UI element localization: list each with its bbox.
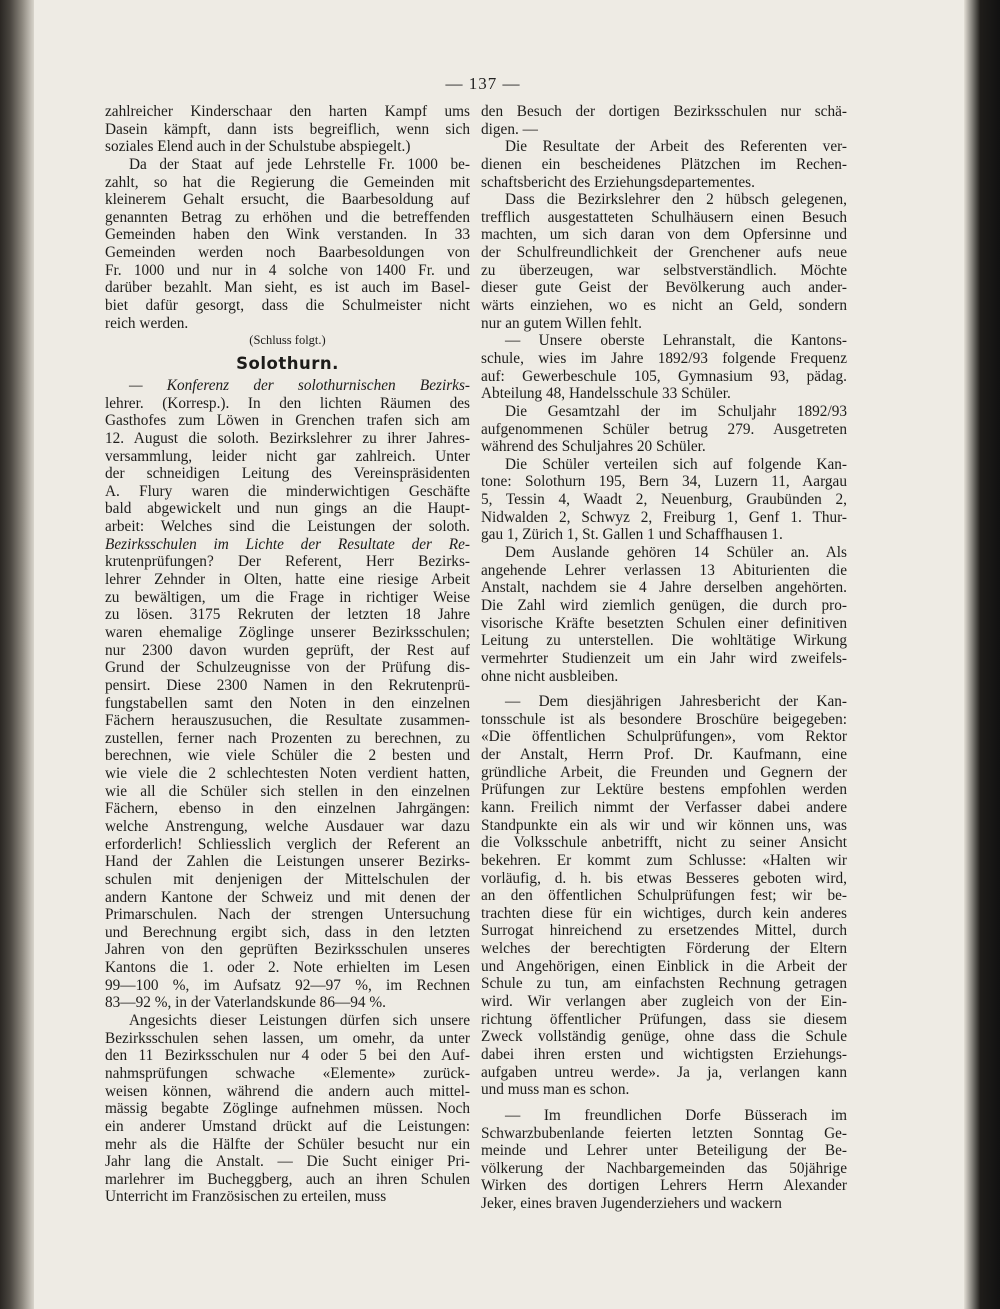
text-line: schulen mit denjenigen der Mittelschulen der bbox=[105, 870, 470, 888]
text-line: Da der Staat auf jede Lehrstelle Fr. 1000 be- bbox=[129, 155, 470, 173]
text-line: soziales Elend auch in der Schulstube abspiegelt.) bbox=[105, 138, 411, 156]
text-line: berechnen, wie viele Schüler die 2 besten und bbox=[105, 747, 470, 765]
text-line: meinde und Lehrer unter Beteiligung der Be- bbox=[481, 1142, 847, 1160]
continuation-note: (Schluss folgt.) bbox=[249, 333, 326, 348]
text-line: zahlreicher Kinderschaar den harten Kampf ums bbox=[105, 103, 470, 120]
text-line: und Berechnung ergibt sich, dass in den letzten bbox=[105, 923, 470, 941]
paragraph-gap bbox=[481, 685, 847, 693]
text-line: 99—100 %, im Aufsatz 92—97 %, im Rechnen bbox=[105, 976, 470, 994]
text-line: andern Kantone der Schweiz und mit denen der bbox=[105, 888, 470, 906]
text-line: wird. Wir verlangen aber zugleich von der Ein- bbox=[481, 993, 847, 1011]
text-line: wie viele die 2 schlechtesten Noten verdient hatten, bbox=[105, 765, 470, 783]
text-line: wie all die Schüler sich stellen in den einzelnen bbox=[105, 782, 470, 800]
text-line: vorläufig, d. h. bis etwas Besseres geboten wird, bbox=[481, 869, 847, 887]
text-line: dieser gute Geist der Bevölkerung auch ander- bbox=[481, 279, 847, 297]
text-line: Schwarzbubenlande feierten letzten Sonntag Ge- bbox=[481, 1124, 847, 1142]
text-line: nur 2300 davon wurden geprüft, der Rest auf bbox=[105, 641, 470, 659]
text-line: fungstabellen samt den Noten in den einzelnen bbox=[105, 694, 470, 712]
text-line: Fächern, ebenso in den einzelnen Jahrgängen: bbox=[105, 800, 470, 818]
text-line: schaftsbericht des Erziehungsdepartementes. bbox=[481, 173, 755, 191]
text-line: Leitung zu unterstellen. Die wohltätige Wirkung bbox=[481, 632, 847, 650]
text-line: erforderlich! Schliesslich verglich der Referent an bbox=[105, 835, 470, 853]
text-line: Die Gesamtzahl der im Schuljahr 1892/93 bbox=[505, 402, 847, 420]
text-line: Jeker, eines braven Jugenderziehers und wackern bbox=[481, 1195, 782, 1213]
text-line: welches der berechtigten Förderung der Eltern bbox=[481, 940, 847, 958]
text-line: völkerung der Nachbargemeinden das 50jährige bbox=[481, 1159, 847, 1177]
text-line: gau 1, Zürich 1, St. Gallen 1 und Schaffhausen 1. bbox=[481, 526, 783, 544]
text-line: kann. Freilich nimmt der Verfasser dabei andere bbox=[481, 798, 847, 816]
text-line: ein anderer Umstand drückt auf die Leistungen: bbox=[105, 1117, 470, 1135]
text-line: waren ehemalige Zöglinge unserer Bezirksschulen; bbox=[105, 623, 470, 641]
text-line: Dass die Bezirkslehrer den 2 hübsch gelegenen, bbox=[505, 191, 847, 209]
text-line: 83—92 %, in der Vaterlandskunde 86—94 %. bbox=[105, 994, 386, 1012]
text-line: zu bewältigen, um die Frage in richtiger Weise bbox=[105, 588, 470, 606]
text-line: arbeit: Welches sind die Leistungen der soloth. bbox=[105, 518, 470, 536]
text-line: Prüfungen zur Lektüre bestens empfohlen werden bbox=[481, 781, 847, 799]
text-line: reich werden. bbox=[105, 314, 189, 332]
text-line: Fr. 1000 und nur in 4 solche von 1400 Fr. und bbox=[105, 261, 470, 279]
text-line: genannten Betrag zu erhöhen und die betreffenden bbox=[105, 208, 470, 226]
text-line: gründliche Arbeit, die Freunden und Gegnern der bbox=[481, 763, 847, 781]
text-line: 5, Tessin 4, Waadt 2, Neuenburg, Graubünden 2, bbox=[481, 491, 847, 509]
book-binding-shadow bbox=[0, 0, 34, 1309]
text-line: Kantons die 1. oder 2. Note erhielten im Lesen bbox=[105, 959, 470, 977]
text-line: bald abgewickelt und nun gings an die Haupt- bbox=[105, 500, 470, 518]
text-line: die Volksschule anbetrifft, nicht zu seiner Ansicht bbox=[481, 834, 847, 852]
text-line: darüber bezahlt. Man sieht, es ist auch im Basel- bbox=[105, 279, 470, 297]
text-line: dabei ihren ersten und wichtigsten Erziehungs- bbox=[481, 1045, 847, 1063]
text-line: der Anstalt, Herrn Prof. Dr. Kaufmann, eine bbox=[481, 746, 847, 764]
text-line: Standpunkte ein als wir und wir können uns, was bbox=[481, 816, 847, 834]
text-line: auf: Gewerbeschule 105, Gymnasium 93, pädag. bbox=[481, 367, 847, 385]
page-number: — 137 — bbox=[445, 74, 521, 93]
text-line: Jahr lang die Anstalt. — Die Sucht einiger Pri- bbox=[105, 1153, 470, 1171]
text-line: Bezirksschulen im Lichte der Resultate der Re- bbox=[105, 535, 470, 553]
text-line: zu überzeugen, war selbstverständlich. Möchte bbox=[481, 261, 847, 279]
text-line: an den öffentlichen Schulprüfungen fest; wir be- bbox=[481, 887, 847, 905]
text-line: und muss man es schon. bbox=[481, 1081, 630, 1099]
text-line: «Die öffentlichen Schulprüfungen», vom Rektor bbox=[481, 728, 847, 746]
text-line: Schule zu tun, am einfachsten Rechnung getragen bbox=[481, 975, 847, 993]
text-line: zu lösen. 3175 Rekruten der letzten 18 Jahre bbox=[105, 606, 470, 624]
section-heading: Solothurn. bbox=[236, 353, 339, 373]
text-line: aufgenommenen Schüler betrug 279. Ausgetreten bbox=[481, 420, 847, 438]
text-line: digen. — bbox=[481, 120, 538, 138]
text-line: marlehrer im Bucheggberg, auch an ihren Schulen bbox=[105, 1170, 470, 1188]
text-line: Wirken des dortigen Lehrers Herrn Alexander bbox=[481, 1177, 847, 1195]
text-line: — Unsere oberste Lehranstalt, die Kantons- bbox=[505, 332, 847, 350]
text-line: Anstalt, nachdem sie 4 Jahre derselben angehörten. bbox=[481, 579, 847, 597]
paragraph-gap bbox=[481, 1099, 847, 1107]
text-line: Grund der Schulzeugnisse von der Prüfung dis- bbox=[105, 659, 470, 677]
text-line: pensirt. Diese 2300 Namen in den Rekrutenprü- bbox=[105, 676, 470, 694]
text-line: den Besuch der dortigen Bezirksschulen nur schä- bbox=[481, 103, 847, 120]
text-line: — Im freundlichen Dorfe Büsserach im bbox=[505, 1106, 847, 1124]
text-line: mässig begabte Zöglinge aufnehmen müssen. Noch bbox=[105, 1100, 470, 1118]
text-line: Unterricht im Französischen zu erteilen, muss bbox=[105, 1188, 387, 1206]
text-line: den 11 Bezirksschulen nur 4 oder 5 bei den Auf- bbox=[105, 1047, 470, 1065]
text-line: weisen können, während die andern auch mittel- bbox=[105, 1082, 470, 1100]
text-line: Hand der Zahlen die Leistungen unserer Bezirks- bbox=[105, 853, 470, 871]
text-line: nahmsprüfungen schwache «Elemente» zurück- bbox=[105, 1064, 470, 1082]
text-line: welche Anstrengung, welche Ausdauer war dazu bbox=[105, 817, 470, 835]
text-line: vermehrter Studienzeit um ein Jahr wird zweifels- bbox=[481, 649, 847, 667]
text-line: Gemeinden haben den Wink verstanden. In 33 bbox=[105, 226, 470, 244]
text-line: schule, wies im Jahre 1892/93 folgende Frequenz bbox=[481, 349, 847, 367]
text-line: Angesichts dieser Leistungen dürfen sich unsere bbox=[129, 1012, 470, 1030]
text-line: machten, um sich daran von dem Opfersinne und bbox=[481, 226, 847, 244]
right-column bbox=[481, 103, 847, 1213]
text-line: bekehren. Er kommt zum Schlusse: «Halten wir bbox=[481, 851, 847, 869]
text-line: aufgaben untreu werde». Ja ja, verlangen kann bbox=[481, 1063, 847, 1081]
text-line: lehrer Zehnder in Olten, hatte eine riesige Arbeit bbox=[105, 571, 470, 589]
text-line: und Angehörigen, einen Einblick in die Arbeit der bbox=[481, 957, 847, 975]
text-line: Die Zahl wird ziemlich genügen, die durch pro- bbox=[481, 596, 847, 614]
text-line: Gemeinden werden noch Baarbesoldungen von bbox=[105, 244, 470, 262]
text-line: Fächern herauszusuchen, die Resultate zusammen- bbox=[105, 712, 470, 730]
text-line: tone: Solothurn 195, Bern 34, Luzern 11, Aargau bbox=[481, 473, 847, 491]
text-line: A. Flury waren die minderwichtigen Geschäfte bbox=[105, 482, 470, 500]
text-line: Gasthofes zum Löwen in Grenchen trafen sich am bbox=[105, 412, 470, 430]
text-line: der schneidigen Leitung des Vereinspräsidenten bbox=[105, 465, 470, 483]
text-line: lehrer. (Korresp.). In den lichten Räumen des bbox=[105, 394, 470, 412]
left-column bbox=[105, 103, 470, 1206]
page-edge-shadow bbox=[964, 0, 1000, 1309]
text-line: trachten diese für ein wichtiges, durch kein anderes bbox=[481, 904, 847, 922]
text-line: biet dafür gesorgt, dass die Schulmeister nicht bbox=[105, 297, 470, 315]
text-line: angehende Lehrer verlassen 13 Abiturienten die bbox=[481, 561, 847, 579]
text-line: Die Schüler verteilen sich auf folgende Kan- bbox=[505, 455, 847, 473]
text-line: visorische Kräfte besetzten Schulen einer definitiven bbox=[481, 614, 847, 632]
text-line: Jahren von den geprüften Bezirksschulen unseres bbox=[105, 941, 470, 959]
text-line: 12. August die soloth. Bezirkslehrer zu ihrer Jahres- bbox=[105, 429, 470, 447]
text-line: wärts einziehen, wo es nicht an Geld, sondern bbox=[481, 297, 847, 315]
text-line: nur an gutem Willen fehlt. bbox=[481, 314, 642, 332]
text-line: trefflich ausgestatteten Schulhäusern einen Besuch bbox=[481, 208, 847, 226]
text-line: während des Schuljahres 20 Schüler. bbox=[481, 438, 706, 456]
text-line: zahlt, so hat die Regierung die Gemeinden mit bbox=[105, 173, 470, 191]
text-line: kleinerem Gehalt ersucht, die Baarbesoldung auf bbox=[105, 191, 470, 209]
text-line: Die Resultate der Arbeit des Referenten ver- bbox=[505, 138, 847, 156]
text-line: Dem Auslande gehören 14 Schüler an. Als bbox=[505, 544, 847, 562]
text-line: dienen ein bescheidenes Plätzchen im Rechen- bbox=[481, 155, 847, 173]
text-line: richtung öffentlicher Prüfungen, dass sie diesem bbox=[481, 1010, 847, 1028]
text-line: — Konferenz der solothurnischen Bezirks- bbox=[129, 376, 470, 394]
text-line: Zweck vollständig genüge, ohne dass die Schule bbox=[481, 1028, 847, 1046]
text-line: Abteilung 48, Handelsschule 33 Schüler. bbox=[481, 385, 731, 403]
text-line: versammlung, leider nicht gar zahlreich. Unter bbox=[105, 447, 470, 465]
text-line: Bezirksschulen sehen lassen, um omehr, da unter bbox=[105, 1029, 470, 1047]
text-line: der Schulfreundlichkeit der Grenchener aufs neue bbox=[481, 244, 847, 262]
text-line: Dasein kämpft, dann ists begreiflich, wenn sich bbox=[105, 120, 470, 138]
text-line: Surrogat hinreichend zu ersetzendes Mittel, durch bbox=[481, 922, 847, 940]
text-line: Primarschulen. Nach der strengen Untersuchung bbox=[105, 906, 470, 924]
text-line: krutenprüfungen? Der Referent, Herr Bezirks- bbox=[105, 553, 470, 571]
text-line: ohne nicht ausbleiben. bbox=[481, 667, 619, 685]
text-line: mehr als die Hälfte der Schüler besucht nur ein bbox=[105, 1135, 470, 1153]
text-line: zustellen, ferner nach Prozenten zu berechnen, zu bbox=[105, 729, 470, 747]
text-line: tonsschule ist als besondere Broschüre beigegeben: bbox=[481, 710, 847, 728]
text-line: Nidwalden 2, Schwyz 2, Freiburg 1, Genf 1. Thur- bbox=[481, 508, 847, 526]
text-line: — Dem diesjährigen Jahresbericht der Kan- bbox=[505, 693, 847, 711]
